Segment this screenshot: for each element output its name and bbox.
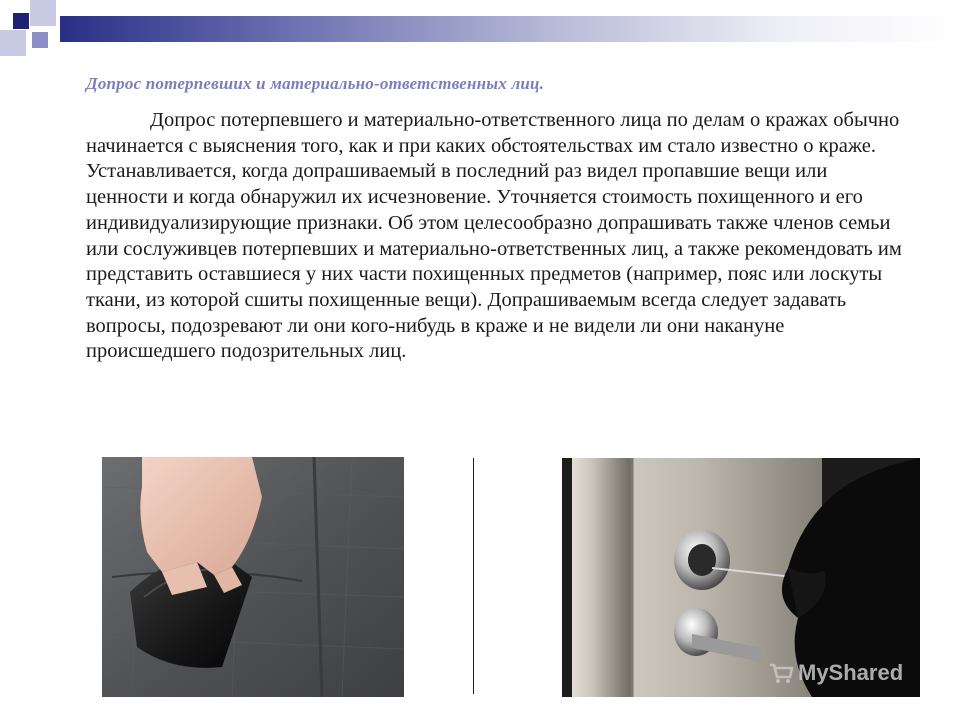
watermark-text: MyShared	[798, 660, 904, 685]
decor-square	[30, 0, 56, 26]
divider	[473, 458, 474, 694]
slide-heading: Допрос потерпевших и материально-ответственных лиц.	[86, 74, 545, 93]
header-gradient-bar	[60, 16, 960, 42]
myshared-watermark	[768, 660, 903, 686]
decor-square	[13, 13, 29, 29]
slide-paragraph: Допрос потерпевшего и материально-ответственного лица по делам о кражах обычно начинается с выяснения того, как и при каких обстоятельствах им стало известно о краже. Устанавливается, когда допрашиваемый в последний раз видел пропавшие вещи или ценности и когда обнаружил их исчезновение. Уточняется стоимость похищенного и его индивидуализирующие признаки. Об этом целесообразно допрашивать также членов семьи или сослуживцев потерпевших и материально-ответственных лиц, а также рекомендовать им представить оставшиеся у них части похищенных предметов (например, пояс или лоскуты ткани, из которой сшиты похищенные вещи). Допрашиваемым всегда следует задавать вопросы, подозревают ли они кого-нибудь в краже и не видели ли они накануне происшедшего подозрительных лиц.	[86, 109, 902, 363]
decor-square	[0, 30, 26, 56]
decor-square	[32, 32, 48, 48]
pickpocket-wallet-image	[102, 457, 404, 697]
cart-icon	[768, 661, 794, 685]
